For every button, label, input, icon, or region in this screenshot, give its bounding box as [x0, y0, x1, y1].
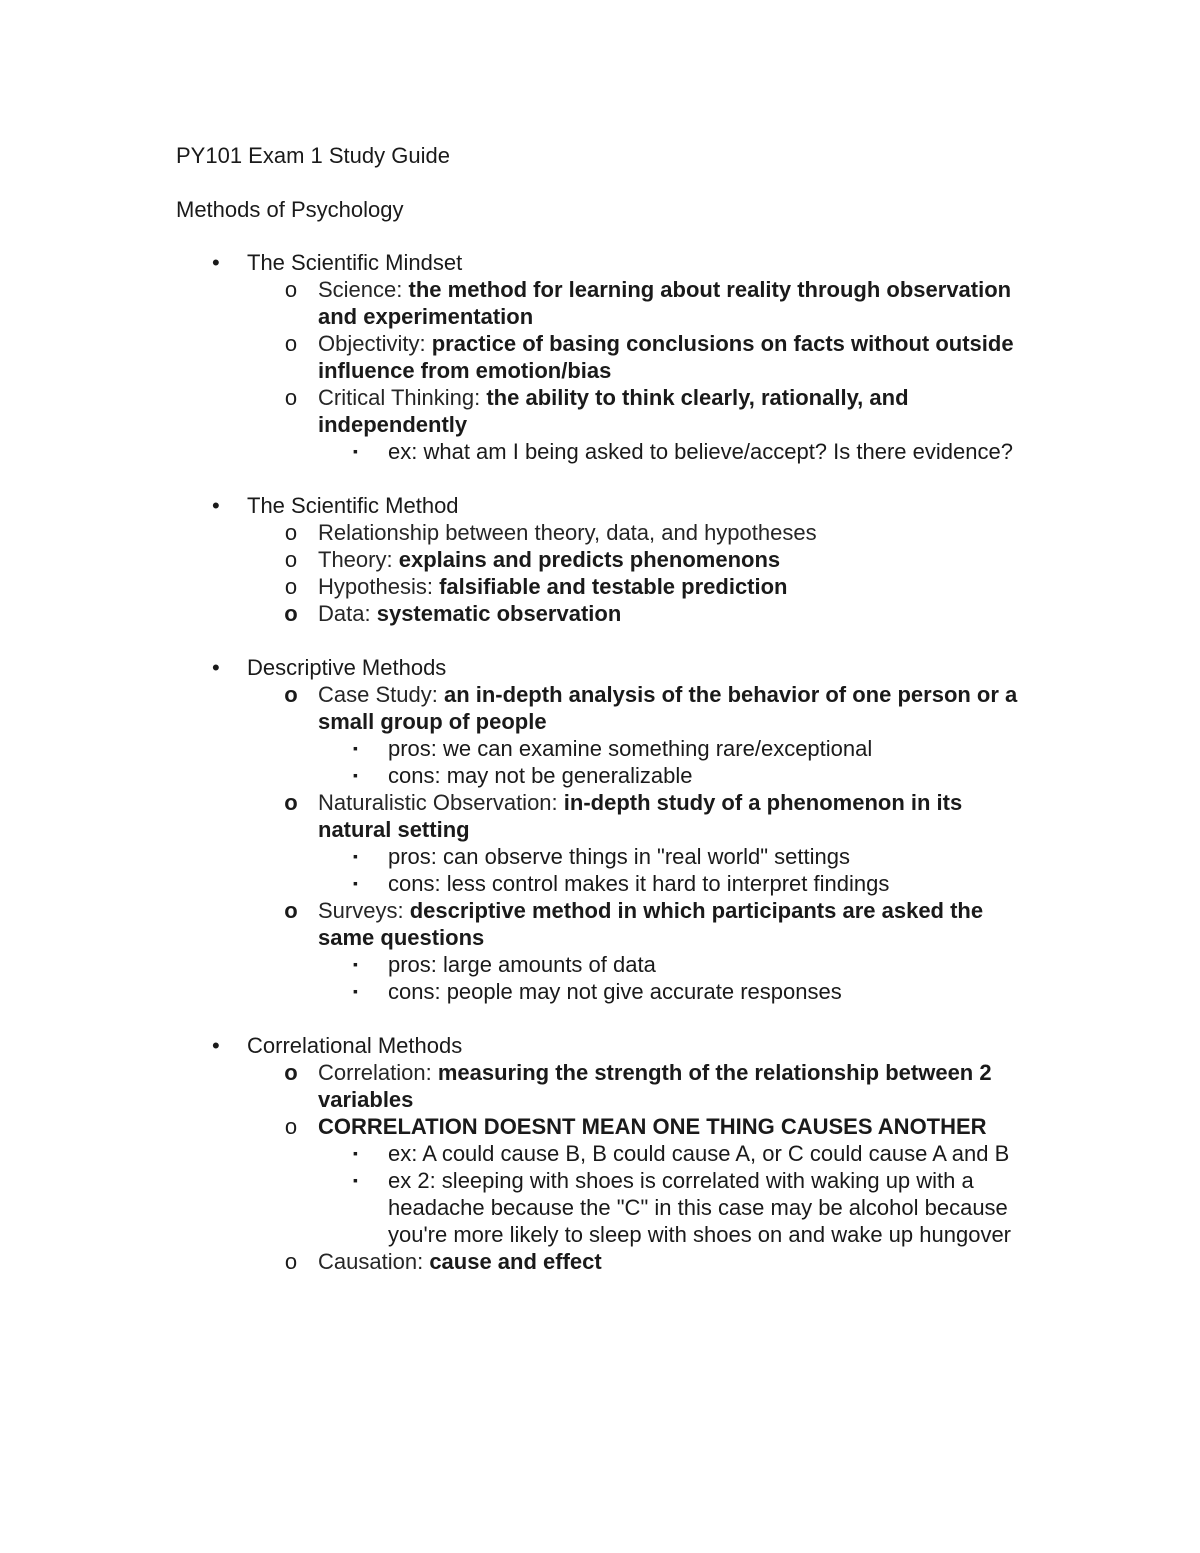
item-term: Surveys: — [318, 898, 404, 923]
sub-item — [176, 870, 1036, 897]
circle-bullet-icon: o — [284, 277, 298, 302]
circle-bullet-icon: o — [284, 520, 298, 545]
square-bullet-icon: ▪ — [353, 983, 358, 999]
list-item — [176, 384, 1036, 438]
topic-block — [176, 492, 1036, 627]
item-definition: the method for learning about reality through observation and experimentation — [318, 277, 1012, 329]
circle-bullet-icon: o — [284, 790, 298, 815]
topic-heading-text: Descriptive Methods — [247, 655, 447, 680]
bullet-icon: • — [212, 1033, 220, 1058]
bullet-icon: • — [212, 493, 220, 518]
list-item — [176, 519, 1036, 546]
topic-block — [176, 654, 1036, 1005]
topic-block — [176, 249, 1036, 465]
sub-item — [176, 1167, 1036, 1248]
topic-list — [176, 249, 1036, 1302]
item-term: Data: — [318, 601, 371, 626]
item-definition: in-depth study of a phenomenon in its natural setting — [318, 790, 963, 842]
sub-item-text: pros: we can examine something rare/exceptional — [388, 736, 873, 761]
list-item — [176, 276, 1036, 330]
circle-bullet-icon: o — [284, 1249, 298, 1274]
bullet-icon: • — [212, 250, 220, 275]
item-term: Correlation: — [318, 1060, 432, 1085]
topic-heading-text: Correlational Methods — [247, 1033, 463, 1058]
list-item — [176, 1113, 1036, 1140]
circle-bullet-icon: o — [284, 547, 298, 572]
bullet-icon: • — [212, 655, 220, 680]
item-definition: explains and predicts phenomenons — [398, 547, 781, 572]
sub-item — [176, 843, 1036, 870]
topic-heading — [176, 1032, 1036, 1059]
sub-item — [176, 735, 1036, 762]
square-bullet-icon: ▪ — [353, 875, 358, 891]
circle-bullet-icon: o — [284, 1114, 298, 1139]
list-item — [176, 789, 1036, 843]
topic-heading — [176, 249, 1036, 276]
item-definition: cause and effect — [429, 1249, 602, 1274]
sub-item-text: pros: can observe things in "real world" settings — [388, 844, 850, 869]
square-bullet-icon: ▪ — [353, 848, 358, 864]
list-item — [176, 897, 1036, 951]
circle-bullet-icon: o — [284, 574, 298, 599]
item-term: Science: — [318, 277, 403, 302]
sub-item-text: ex: what am I being asked to believe/accept? Is there evidence? — [388, 439, 1013, 464]
circle-bullet-icon: o — [284, 385, 298, 410]
topic-heading — [176, 492, 1036, 519]
sub-item — [176, 762, 1036, 789]
topic-heading — [176, 654, 1036, 681]
item-definition: an in-depth analysis of the behavior of one person or a small group of people — [318, 682, 1018, 734]
list-item — [176, 1059, 1036, 1113]
sub-item — [176, 951, 1036, 978]
circle-bullet-icon: o — [284, 601, 298, 626]
item-definition: measuring the strength of the relationship between 2 variables — [318, 1060, 992, 1112]
document-title: PY101 Exam 1 Study Guide — [176, 143, 450, 168]
item-term: Case Study: — [318, 682, 438, 707]
item-term: Relationship between theory, data, and hypotheses — [318, 520, 817, 545]
square-bullet-icon: ▪ — [353, 443, 358, 459]
section-title: Methods of Psychology — [176, 197, 404, 222]
sub-item-text: pros: large amounts of data — [388, 952, 656, 977]
sub-item-text: cons: less control makes it hard to interpret findings — [388, 871, 890, 896]
square-bullet-icon: ▪ — [353, 767, 358, 783]
sub-item — [176, 438, 1036, 465]
item-definition: CORRELATION DOESNT MEAN ONE THING CAUSES ANOTHER — [318, 1114, 987, 1139]
item-definition: falsifiable and testable prediction — [439, 574, 788, 599]
sub-item — [176, 978, 1036, 1005]
list-item — [176, 1248, 1036, 1275]
square-bullet-icon: ▪ — [353, 956, 358, 972]
list-item — [176, 681, 1036, 735]
circle-bullet-icon: o — [284, 1060, 298, 1085]
topic-heading-text: The Scientific Mindset — [247, 250, 463, 275]
item-definition: descriptive method in which participants are asked the same questions — [318, 898, 984, 950]
item-definition: practice of basing conclusions on facts without outside influence from emotion/bias — [318, 331, 1014, 383]
item-term: Naturalistic Observation: — [318, 790, 558, 815]
square-bullet-icon: ▪ — [353, 1145, 358, 1161]
item-definition: the ability to think clearly, rationally, and independently — [318, 385, 909, 437]
list-item — [176, 546, 1036, 573]
item-term: Hypothesis: — [318, 574, 433, 599]
list-item — [176, 600, 1036, 627]
item-term: Theory: — [318, 547, 393, 572]
sub-item-text: ex 2: sleeping with shoes is correlated with waking up with a headache because the "C" in this case may be alcohol because you're more likely to sleep with shoes on and wake up hungover — [388, 1168, 1012, 1247]
item-definition: systematic observation — [376, 601, 622, 626]
item-term: Objectivity: — [318, 331, 426, 356]
sub-item — [176, 1140, 1036, 1167]
circle-bullet-icon: o — [284, 682, 298, 707]
sub-item-text: cons: people may not give accurate responses — [388, 979, 842, 1004]
sub-item-text: ex: A could cause B, B could cause A, or C could cause A and B — [388, 1141, 1010, 1166]
circle-bullet-icon: o — [284, 898, 298, 923]
sub-item-text: cons: may not be generalizable — [388, 763, 693, 788]
square-bullet-icon: ▪ — [353, 1172, 358, 1188]
circle-bullet-icon: o — [284, 331, 298, 356]
topic-block — [176, 1032, 1036, 1275]
topic-heading-text: The Scientific Method — [247, 493, 459, 518]
list-item — [176, 330, 1036, 384]
square-bullet-icon: ▪ — [353, 740, 358, 756]
list-item — [176, 573, 1036, 600]
item-term: Causation: — [318, 1249, 424, 1274]
item-term: Critical Thinking: — [318, 385, 481, 410]
